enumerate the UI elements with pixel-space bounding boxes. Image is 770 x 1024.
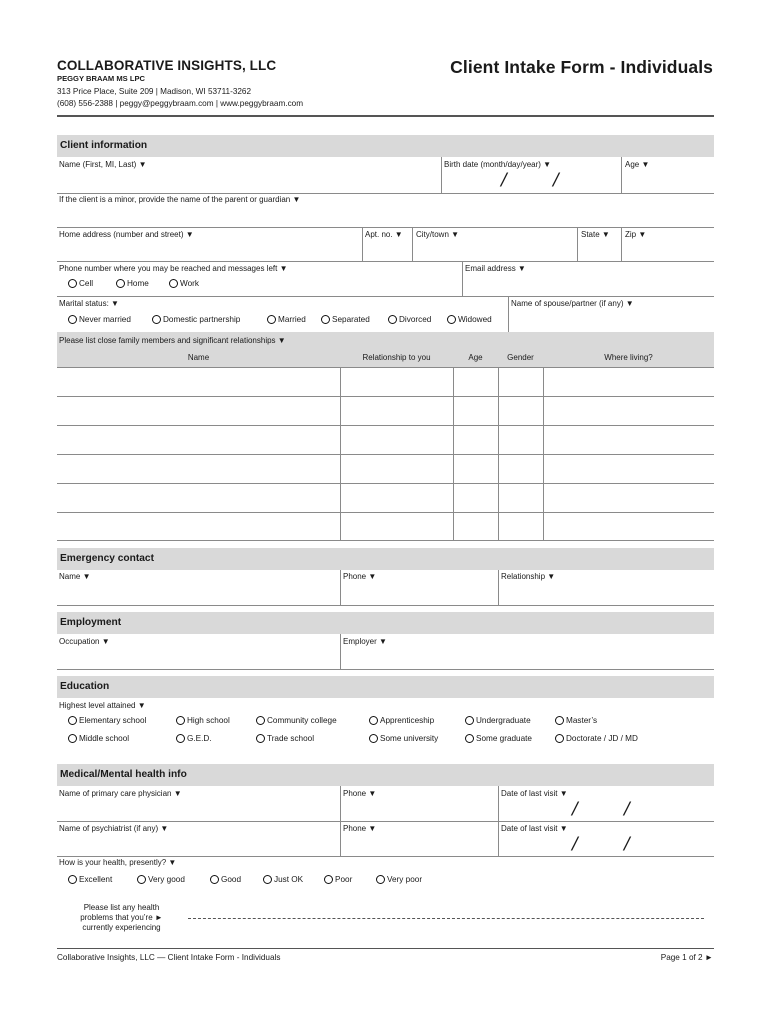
radio-circle-icon (152, 315, 161, 324)
client-name-field[interactable] (57, 157, 441, 193)
edu-undergraduate[interactable]: Undergraduate (465, 716, 531, 725)
psychiatrist-label: Name of psychiatrist (if any) ▼ (59, 824, 169, 833)
practitioner-name: PEGGY BRAAM MS LPC (57, 74, 146, 83)
birth-date-label: Birth date (month/day/year) ▼ (444, 160, 552, 169)
emergency-name-label: Name ▼ (59, 572, 91, 581)
radio-circle-icon (68, 315, 77, 324)
footer-text: Collaborative Insights, LLC — Client Intake Form - Individuals (57, 953, 281, 962)
section-education: Education (57, 676, 714, 698)
radio-circle-icon (256, 734, 265, 743)
phone-option-work[interactable]: Work (169, 279, 199, 288)
page-number[interactable]: Page 1 of 2 ► (660, 953, 713, 962)
date-slash: / (572, 799, 578, 819)
radio-circle-icon (555, 734, 564, 743)
edu-high-school[interactable]: High school (176, 716, 230, 725)
marital-domestic-partnership[interactable]: Domestic partnership (152, 315, 240, 324)
radio-circle-icon (369, 734, 378, 743)
radio-circle-icon (447, 315, 456, 324)
radio-circle-icon (176, 716, 185, 725)
guardian-label: If the client is a minor, provide the name of the parent or guardian ▼ (59, 195, 301, 204)
col-relationship: Relationship to you (362, 353, 431, 362)
zip-label: Zip ▼ (625, 230, 647, 239)
spouse-label: Name of spouse/partner (if any) ▼ (511, 299, 634, 308)
radio-circle-icon (555, 716, 564, 725)
psychiatrist-phone-label: Phone ▼ (343, 824, 377, 833)
psychiatrist-last-visit-field[interactable] (499, 822, 714, 856)
emergency-relationship-label: Relationship ▼ (501, 572, 556, 581)
divider (57, 856, 714, 857)
employer-field[interactable] (341, 634, 714, 669)
phone-option-cell[interactable]: Cell (68, 279, 93, 288)
radio-circle-icon (465, 734, 474, 743)
form-title: Client Intake Form - Individuals (450, 57, 713, 77)
occupation-label: Occupation ▼ (59, 637, 110, 646)
edu-masters[interactable]: Master’s (555, 716, 597, 725)
phone-label: Phone number where you may be reached and messages left ▼ (59, 264, 288, 273)
radio-circle-icon (176, 734, 185, 743)
physician-last-visit-field[interactable] (499, 786, 714, 821)
family-table-body[interactable] (57, 368, 714, 540)
occupation-field[interactable] (57, 634, 340, 669)
date-slash: / (572, 834, 578, 854)
apt-field[interactable] (363, 228, 412, 261)
col-gender: Gender (507, 353, 534, 362)
radio-circle-icon (210, 875, 219, 884)
edu-ged[interactable]: G.E.D. (176, 734, 212, 743)
zip-field[interactable] (622, 228, 714, 261)
edu-apprenticeship[interactable]: Apprenticeship (369, 716, 434, 725)
divider (57, 605, 714, 606)
radio-circle-icon (376, 875, 385, 884)
company-name: COLLABORATIVE INSIGHTS, LLC (57, 58, 277, 73)
home-address-label: Home address (number and street) ▼ (59, 230, 194, 239)
psychiatrist-last-visit-label: Date of last visit ▼ (501, 824, 568, 833)
state-label: State ▼ (581, 230, 610, 239)
edu-elementary[interactable]: Elementary school (68, 716, 146, 725)
psychiatrist-phone-field[interactable] (341, 822, 498, 856)
section-emergency-contact: Emergency contact (57, 548, 714, 570)
birth-date-field[interactable] (442, 157, 621, 193)
health-problems-field[interactable] (188, 902, 704, 922)
health-very-good[interactable]: Very good (137, 875, 185, 884)
health-problems-label-3: currently experiencing (82, 923, 161, 932)
radio-circle-icon (68, 734, 77, 743)
header-divider (57, 115, 714, 117)
physician-field[interactable] (57, 786, 340, 821)
health-very-poor[interactable]: Very poor (376, 875, 422, 884)
practice-address: 313 Price Place, Suite 209 | Madison, WI 53711-3262 (57, 87, 252, 96)
practice-contact: (608) 556-2388 | peggy@peggybraam.com | www.peggybraam.com (57, 99, 304, 108)
marital-never-married[interactable]: Never married (68, 315, 131, 324)
family-list-label: Please list close family members and significant relationships ▼ (59, 336, 286, 345)
marital-separated[interactable]: Separated (321, 315, 370, 324)
radio-circle-icon (116, 279, 125, 288)
health-excellent[interactable]: Excellent (68, 875, 112, 884)
date-slash: / (624, 799, 630, 819)
col-age: Age (468, 353, 483, 362)
col-name: Name (187, 353, 210, 362)
psychiatrist-field[interactable] (57, 822, 340, 856)
physician-phone-field[interactable] (341, 786, 498, 821)
phone-option-home[interactable]: Home (116, 279, 149, 288)
emergency-phone-field[interactable] (341, 570, 498, 605)
radio-circle-icon (68, 279, 77, 288)
email-label: Email address ▼ (465, 264, 526, 273)
health-just-ok[interactable]: Just OK (263, 875, 303, 884)
marital-divorced[interactable]: Divorced (388, 315, 431, 324)
client-name-label: Name (First, MI, Last) ▼ (59, 160, 147, 169)
divider (57, 669, 714, 670)
health-good[interactable]: Good (210, 875, 241, 884)
physician-phone-label: Phone ▼ (343, 789, 377, 798)
spouse-field[interactable] (509, 297, 714, 332)
health-label: How is your health, presently? ▼ (59, 858, 177, 867)
physician-last-visit-label: Date of last visit ▼ (501, 789, 568, 798)
radio-circle-icon (263, 875, 272, 884)
health-poor[interactable]: Poor (324, 875, 352, 884)
footer-divider (57, 948, 714, 949)
radio-circle-icon (68, 875, 77, 884)
marital-status-label: Marital status: ▼ (59, 299, 119, 308)
apt-label: Apt. no. ▼ (365, 230, 403, 239)
edu-doctorate[interactable]: Doctorate / JD / MD (555, 734, 638, 743)
radio-circle-icon (465, 716, 474, 725)
date-slash: / (553, 170, 559, 190)
radio-circle-icon (267, 315, 276, 324)
guardian-field[interactable] (57, 194, 714, 227)
emergency-phone-label: Phone ▼ (343, 572, 377, 581)
edu-middle-school[interactable]: Middle school (68, 734, 129, 743)
edu-some-graduate[interactable]: Some graduate (465, 734, 532, 743)
edu-community-college[interactable]: Community college (256, 716, 337, 725)
education-level-label: Highest level attained ▼ (59, 701, 146, 710)
health-problems-label-1: Please list any health (83, 903, 160, 912)
city-label: City/town ▼ (416, 230, 460, 239)
home-address-field[interactable] (57, 228, 362, 261)
radio-circle-icon (137, 875, 146, 884)
col-where-living: Where living? (604, 353, 653, 362)
physician-label: Name of primary care physician ▼ (59, 789, 182, 798)
emergency-name-field[interactable] (57, 570, 340, 605)
radio-circle-icon (256, 716, 265, 725)
city-field[interactable] (413, 228, 577, 261)
section-medical: Medical/Mental health info (57, 764, 714, 786)
radio-circle-icon (68, 716, 77, 725)
radio-circle-icon (388, 315, 397, 324)
email-field[interactable] (463, 262, 714, 296)
date-slash: / (624, 834, 630, 854)
radio-circle-icon (169, 279, 178, 288)
marital-married[interactable]: Married (267, 315, 306, 324)
section-employment: Employment (57, 612, 714, 634)
radio-circle-icon (321, 315, 330, 324)
radio-circle-icon (324, 875, 333, 884)
edu-some-university[interactable]: Some university (369, 734, 438, 743)
health-problems-label-2: problems that you’re ► (80, 913, 163, 922)
state-field[interactable] (578, 228, 621, 261)
marital-widowed[interactable]: Widowed (447, 315, 492, 324)
radio-circle-icon (369, 716, 378, 725)
employer-label: Employer ▼ (343, 637, 387, 646)
table-row (57, 540, 714, 541)
section-client-information: Client information (57, 135, 714, 157)
date-slash: / (501, 170, 507, 190)
age-label: Age ▼ (625, 160, 650, 169)
age-field[interactable] (622, 157, 714, 193)
edu-trade-school[interactable]: Trade school (256, 734, 314, 743)
emergency-relationship-field[interactable] (499, 570, 714, 605)
